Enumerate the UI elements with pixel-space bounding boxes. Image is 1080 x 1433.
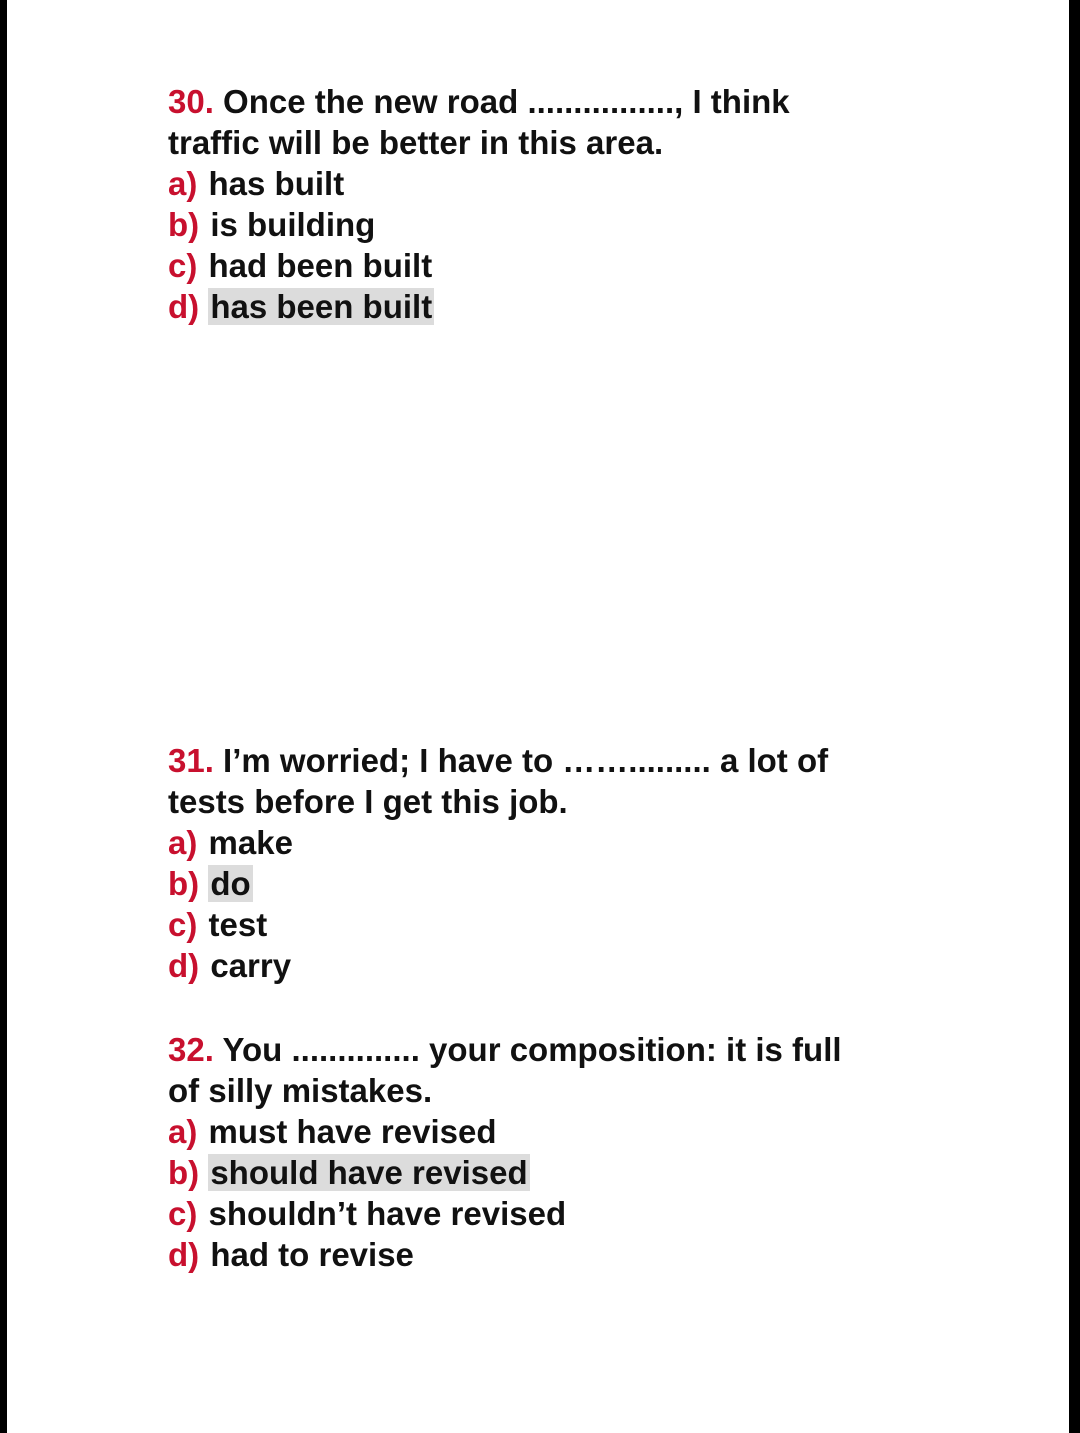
question-number: 32.	[168, 1031, 214, 1068]
option-a[interactable]	[168, 163, 928, 204]
option-letter: b)	[168, 1154, 200, 1191]
option-a[interactable]	[168, 822, 928, 863]
option-text: had been built	[208, 247, 433, 284]
question-stem-line	[168, 740, 928, 781]
question-stem-line	[168, 1029, 928, 1070]
question-30	[168, 81, 928, 327]
option-c[interactable]	[168, 904, 928, 945]
option-letter: a)	[168, 824, 198, 861]
question-text: traffic will be better in this area.	[168, 124, 664, 161]
option-text: test	[208, 906, 268, 943]
question-31	[168, 740, 928, 986]
option-a[interactable]	[168, 1111, 928, 1152]
question-number: 31.	[168, 742, 214, 779]
document-page	[7, 0, 1069, 1433]
option-b[interactable]	[168, 863, 928, 904]
option-d[interactable]	[168, 286, 928, 327]
option-c[interactable]	[168, 1193, 928, 1234]
option-letter: d)	[168, 1236, 200, 1273]
option-letter: a)	[168, 1113, 198, 1150]
option-text: must have revised	[208, 1113, 497, 1150]
option-letter: a)	[168, 165, 198, 202]
option-letter: c)	[168, 247, 198, 284]
option-letter: b)	[168, 865, 200, 902]
option-d[interactable]	[168, 1234, 928, 1275]
option-letter: c)	[168, 906, 198, 943]
question-text: Once the new road ................, I think	[223, 83, 790, 120]
option-text: has built	[208, 165, 345, 202]
question-text: of silly mistakes.	[168, 1072, 433, 1109]
option-text: had to revise	[210, 1236, 414, 1273]
option-letter: d)	[168, 288, 200, 325]
option-text: shouldn’t have revised	[208, 1195, 567, 1232]
option-text: is building	[210, 206, 376, 243]
option-b[interactable]	[168, 204, 928, 245]
question-32	[168, 1029, 928, 1275]
option-text: make	[208, 824, 293, 861]
option-text-highlighted: has been built	[210, 288, 433, 325]
question-stem-line	[168, 81, 928, 122]
option-text: carry	[210, 947, 292, 984]
option-letter: b)	[168, 206, 200, 243]
question-number: 30.	[168, 83, 214, 120]
option-b[interactable]	[168, 1152, 928, 1193]
option-letter: d)	[168, 947, 200, 984]
question-text: I’m worried; I have to ……......... a lot of	[223, 742, 829, 779]
question-text: tests before I get this job.	[168, 783, 568, 820]
option-letter: c)	[168, 1195, 198, 1232]
option-text-highlighted: should have revised	[210, 1154, 528, 1191]
question-text: You .............. your composition: it is full	[222, 1031, 842, 1068]
option-text-highlighted: do	[210, 865, 251, 902]
option-d[interactable]	[168, 945, 928, 986]
option-c[interactable]	[168, 245, 928, 286]
